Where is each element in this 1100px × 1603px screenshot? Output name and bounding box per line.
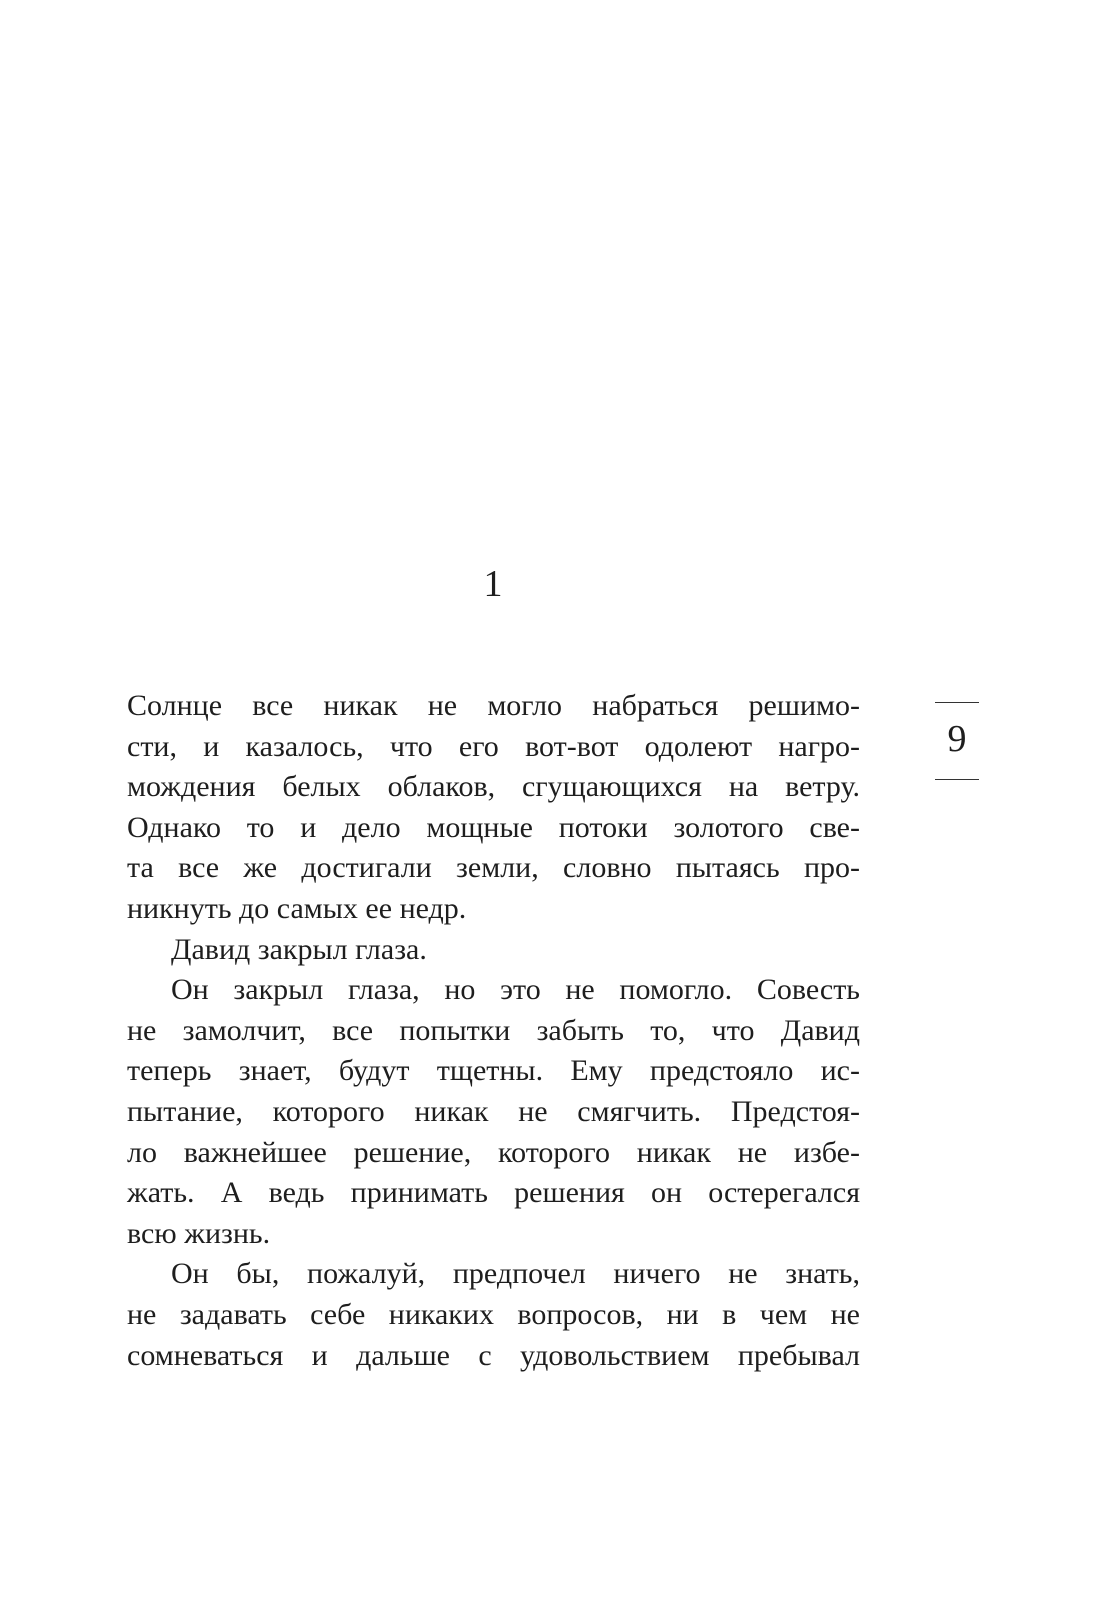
page-number-marker xyxy=(935,702,979,780)
chapter-number: 1 xyxy=(483,563,503,605)
text-line: та все же достигали земли, словно пытаясь про- xyxy=(127,851,860,885)
text-line: Он бы, пожалуй, предпочел ничего не знать, xyxy=(171,1257,860,1291)
text-line: Солнце все никак не могло набраться решимо- xyxy=(127,689,860,722)
page-number: 9 xyxy=(947,718,967,760)
text-line: не задавать себе никаких вопросов, ни в чем не xyxy=(127,1297,860,1331)
text-line: никнуть до самых ее недр. xyxy=(127,891,467,925)
text-line: мождения белых облаков, сгущающихся на ветру. xyxy=(127,770,860,804)
text-line: Однако то и дело мощные потоки золотого све- xyxy=(127,810,860,844)
text-line: пытание, которого никак не смягчить. Предстоя- xyxy=(127,1094,860,1128)
text-line: сти, и казалось, что его вот-вот одолеют нагро- xyxy=(127,729,860,763)
text-line: Давид закрыл глаза. xyxy=(171,932,427,966)
text-line: теперь знает, будут тщетны. Ему предстояло ис- xyxy=(127,1054,860,1088)
body-text xyxy=(127,686,860,1376)
text-line: Он закрыл глаза, но это не помогло. Совесть xyxy=(171,973,860,1007)
text-line: ло важнейшее решение, которого никак не избе- xyxy=(127,1135,860,1169)
text-line: не замолчит, все попытки забыть то, что Давид xyxy=(127,1013,860,1047)
text-line: всю жизнь. xyxy=(127,1216,271,1250)
text-line: сомневаться и дальше с удовольствием пребывал xyxy=(127,1338,860,1372)
text-line: жать. А ведь принимать решения он остерегался xyxy=(127,1176,860,1210)
